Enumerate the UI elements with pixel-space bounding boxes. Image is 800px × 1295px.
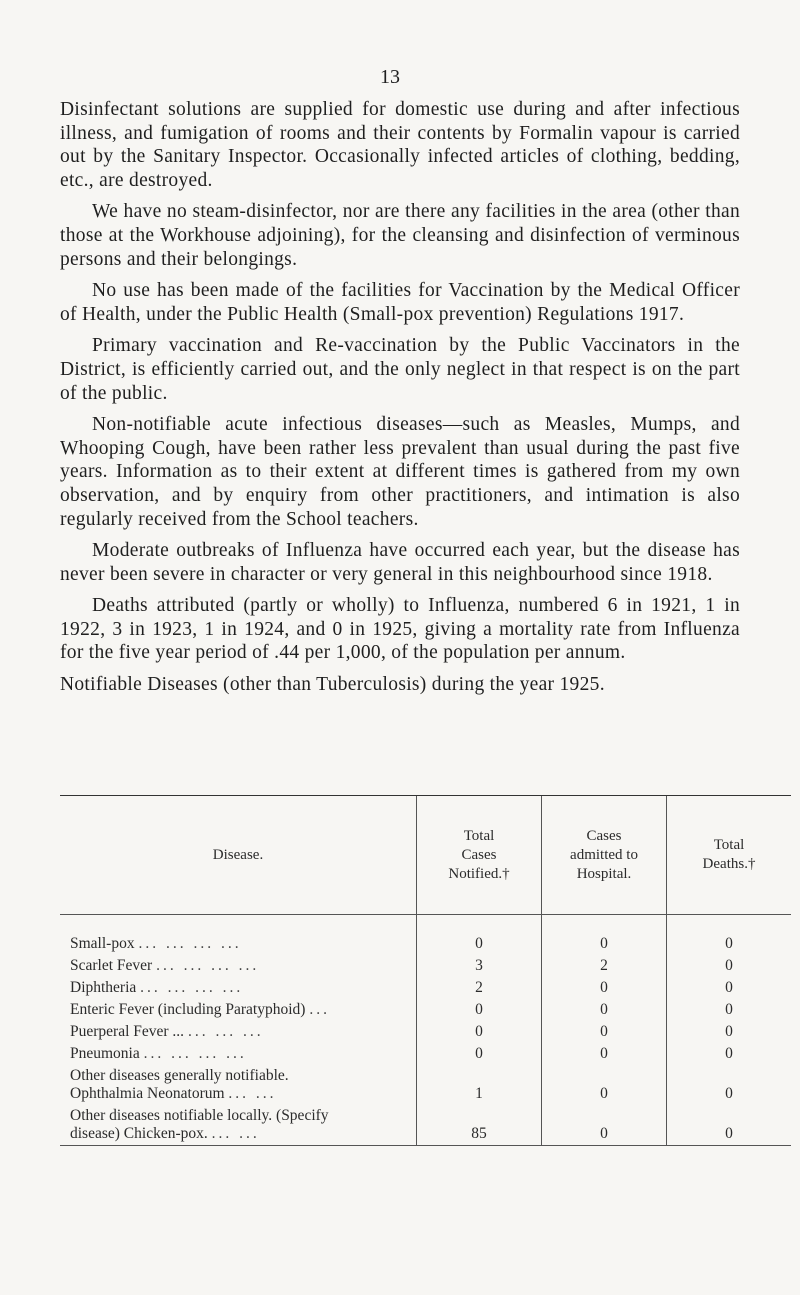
notified-value: 0 xyxy=(417,997,542,1019)
disease-line2: Ophthalmia Neonatorum xyxy=(70,1085,225,1102)
notified-value: 0 xyxy=(417,1019,542,1041)
deaths-value: 0 xyxy=(667,953,792,975)
notified-value: 1 xyxy=(417,1063,542,1103)
paragraph-influenza-outbreaks: Moderate outbreaks of Influenza have occurred each year, but the disease has never been severe in character or very general in this neighbourhood since 1918. xyxy=(60,540,740,585)
disease-line1: Other diseases notifiable locally. (Specify xyxy=(70,1107,329,1124)
table-row xyxy=(60,1063,791,1103)
header-deaths-line2: Deaths.† xyxy=(702,856,756,872)
paragraph-steam-disinfector: We have no steam-disinfector, nor are there any facilities in the area (other than those at the Workhouse adjoining), for the cleansing and disinfection of verminous persons and their belongings. xyxy=(60,201,740,270)
hospital-value: 0 xyxy=(542,1041,667,1063)
paragraph-primary-vaccination: Primary vaccination and Re-vaccination by the Public Vaccinators in the District, is efficiently carried out, and the only neglect in that respect is on the part of the public. xyxy=(60,335,740,404)
disease-name: Other diseases notifiable locally. (Specify disease) Chicken-pox. ... ... xyxy=(60,1103,417,1146)
disease-name: Enteric Fever (including Paratyphoid) ... xyxy=(70,1001,330,1018)
notified-value: 2 xyxy=(417,975,542,997)
notified-value: 0 xyxy=(417,915,542,954)
hospital-value: 0 xyxy=(542,997,667,1019)
deaths-value: 0 xyxy=(667,975,792,997)
disease-name: Other diseases generally notifiable. Ophthalmia Neonatorum ... ... xyxy=(60,1063,417,1103)
table-heading: Notifiable Diseases (other than Tuberculosis) during the year 1925. xyxy=(60,674,605,696)
notified-value: 0 xyxy=(417,1041,542,1063)
disease-name: Pneumonia ... ... ... ... xyxy=(70,1045,247,1062)
paragraph-disinfectant: Disinfectant solutions are supplied for domestic use during and after infectious illness, and fumigation of rooms and their contents by Formalin vapour is carried out by the Sanitary Inspector. Occasionally infected articles of clothing, bedding, etc., are destroyed. xyxy=(60,99,740,191)
header-deaths-line1: Total xyxy=(713,837,745,853)
deaths-value: 0 xyxy=(667,915,792,954)
disease-name: Scarlet Fever ... ... ... ... xyxy=(70,957,260,974)
table-row xyxy=(60,1103,791,1146)
disease-name: Small-pox ... ... ... ... xyxy=(70,935,242,952)
table-row xyxy=(60,1041,791,1063)
header-hospital-line2: admitted to xyxy=(570,846,638,863)
table-header-row xyxy=(60,796,791,915)
paragraph-non-notifiable: Non-notifiable acute infectious diseases—such as Measles, Mumps, and Whooping Cough, have been rather less prevalent than usual during the past five years. Information as to their extent at different times is gathered from my own observation, and by enquiry from other practitioners, and intimation is also regularly received from the School teachers. xyxy=(60,414,740,530)
deaths-value: 0 xyxy=(667,1019,792,1041)
body-text xyxy=(60,98,740,705)
header-hospital-line1: Cases xyxy=(586,827,622,844)
paragraph-vaccination-facilities: No use has been made of the facilities for Vaccination by the Medical Officer of Health, under the Public Health (Small-pox prevention) Regulations 1917. xyxy=(60,280,740,325)
hospital-value: 0 xyxy=(542,1063,667,1103)
header-disease: Disease. xyxy=(60,796,417,915)
header-admitted-hospital xyxy=(542,796,667,915)
disease-line1: Other diseases generally notifiable. xyxy=(70,1067,289,1084)
table-row xyxy=(60,1019,791,1041)
header-notified-line2: Cases xyxy=(461,846,497,863)
header-total-deaths xyxy=(667,796,792,915)
table-row xyxy=(60,915,791,954)
deaths-value: 0 xyxy=(667,997,792,1019)
table-row xyxy=(60,975,791,997)
header-notified-line1: Total xyxy=(463,827,495,844)
header-total-notified xyxy=(417,796,542,915)
page-number: 13 xyxy=(380,66,400,88)
notified-value: 85 xyxy=(417,1103,542,1146)
paragraph-influenza-deaths: Deaths attributed (partly or wholly) to Influenza, numbered 6 in 1921, 1 in 1922, 3 in 1923, 1 in 1924, and 0 in 1925, giving a mortality rate from Influenza for the five year period of .44 per 1,000, of the population per annum. xyxy=(60,595,740,664)
disease-name: Diphtheria ... ... ... ... xyxy=(70,979,244,996)
disease-line2: disease) Chicken-pox. xyxy=(70,1125,208,1142)
notified-value: 3 xyxy=(417,953,542,975)
table-row xyxy=(60,953,791,975)
deaths-value: 0 xyxy=(667,1103,792,1146)
notifiable-diseases-table xyxy=(60,795,772,1146)
hospital-value: 0 xyxy=(542,975,667,997)
deaths-value: 0 xyxy=(667,1041,792,1063)
header-hospital-line3: Hospital. xyxy=(576,865,632,882)
disease-name: Puerperal Fever ... ... ... ... xyxy=(70,1023,264,1040)
deaths-value: 0 xyxy=(667,1063,792,1103)
hospital-value: 2 xyxy=(542,953,667,975)
hospital-value: 0 xyxy=(542,1103,667,1146)
table-row xyxy=(60,997,791,1019)
hospital-value: 0 xyxy=(542,915,667,954)
header-notified-line3: Notified.† xyxy=(448,865,510,882)
hospital-value: 0 xyxy=(542,1019,667,1041)
